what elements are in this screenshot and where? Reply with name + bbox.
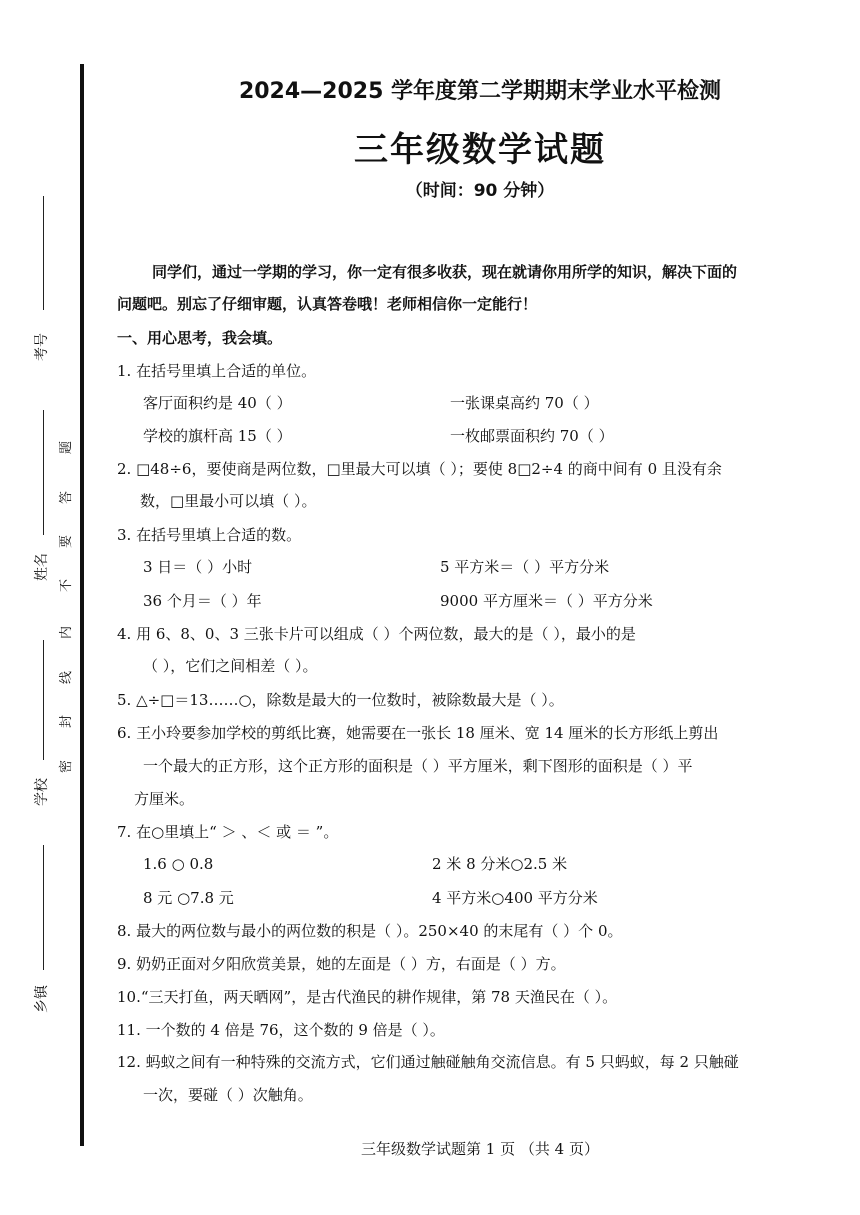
seal-char-3: 要 xyxy=(59,534,75,549)
q1-c: 学校的旗杆高 15（ ） xyxy=(143,427,292,445)
q4-line-1: 4. 用 6、8、0、3 三张卡片可以组成（ ）个两位数，最大的是（ ），最小的是 xyxy=(117,625,636,643)
xingming-label: 姓名 xyxy=(34,553,50,581)
q1-stem: 1. 在括号里填上合适的单位。 xyxy=(117,362,317,380)
q3-d: 9000 平方厘米＝（ ）平方分米 xyxy=(440,592,653,610)
q12-line-2: 一次，要碰（ ）次触角。 xyxy=(143,1086,313,1104)
xuexiao-label: 学校 xyxy=(34,778,50,806)
section-1-title: 一、用心思考，我会填。 xyxy=(117,329,283,347)
q1-a: 客厅面积约是 40（ ） xyxy=(143,394,292,412)
q10: 10.“三天打鱼，两天晒网”，是古代渔民的耕作规律，第 78 天渔民在（ ）。 xyxy=(117,988,618,1006)
q2-line-1: 2. □48÷6，要使商是两位数，□里最大可以填（ ）；要使 8□2÷4 的商中间有 0 且没有余 xyxy=(117,460,722,478)
page-footer: 三年级数学试题第 1 页 （共 4 页） xyxy=(361,1140,599,1158)
seal-char-2: 答 xyxy=(59,490,75,505)
seal-char-6: 线 xyxy=(59,670,75,685)
exam-subject-title: 三年级数学试题 xyxy=(354,130,606,170)
seal-char-5: 内 xyxy=(59,625,75,640)
intro-line-2: 问题吧。别忘了仔细审题，认真答卷哦！老师相信你一定能行！ xyxy=(117,295,538,313)
kaohao-underline xyxy=(43,196,44,310)
q6-line-2: 一个最大的正方形，这个正方形的面积是（ ）平方厘米，剩下图形的面积是（ ）平 xyxy=(143,757,693,775)
q7-d: 4 平方米○400 平方分米 xyxy=(432,889,598,907)
q8: 8. 最大的两位数与最小的两位数的积是（ ）。250×40 的末尾有（ ）个 0。 xyxy=(117,922,623,940)
q6-line-3: 方厘米。 xyxy=(134,790,195,808)
seal-char-7: 封 xyxy=(59,714,75,729)
seal-char-1: 题 xyxy=(59,440,75,455)
seal-char-4: 不 xyxy=(59,578,75,593)
q3-stem: 3. 在括号里填上合适的数。 xyxy=(117,526,302,544)
q3-c: 36 个月＝（ ）年 xyxy=(143,592,262,610)
seal-char-8: 密 xyxy=(59,759,75,774)
q11: 11. 一个数的 4 倍是 76，这个数的 9 倍是（ ）。 xyxy=(117,1021,445,1039)
exam-name: 2024—2025 学年度第二学期期末学业水平检测 xyxy=(238,79,722,104)
q2-line-2: 数，□里最小可以填（ ）。 xyxy=(140,492,317,510)
q9: 9. 奶奶正面对夕阳欣赏美景，她的左面是（ ）方，右面是（ ）方。 xyxy=(117,955,566,973)
q3-b: 5 平方米＝（ ）平方分米 xyxy=(440,558,610,576)
q1-b: 一张课桌高约 70（ ） xyxy=(450,394,599,412)
binding-line xyxy=(80,64,84,1146)
q4-line-2: （ ），它们之间相差（ ）。 xyxy=(143,657,318,675)
q7-c: 8 元 ○7.8 元 xyxy=(143,889,234,907)
q7-stem: 7. 在○里填上“ ＞ 、＜ 或 ＝ ”。 xyxy=(117,823,339,841)
exam-time: （时间：90 分钟） xyxy=(405,181,555,201)
xingming-underline xyxy=(43,410,44,535)
xiangzhen-label: 乡镇 xyxy=(34,985,50,1013)
q7-a: 1.6 ○ 0.8 xyxy=(143,855,214,873)
q3-a: 3 日＝（ ）小时 xyxy=(143,558,253,576)
q1-d: 一枚邮票面积约 70（ ） xyxy=(450,427,614,445)
intro-line-1: 同学们，通过一学期的学习，你一定有很多收获，现在就请你用所学的知识，解决下面的 xyxy=(152,263,738,281)
xuexiao-underline xyxy=(43,640,44,760)
q12-line-1: 12. 蚂蚁之间有一种特殊的交流方式，它们通过触碰触角交流信息。有 5 只蚂蚁，每 2 只触碰 xyxy=(117,1053,739,1071)
xiangzhen-underline xyxy=(43,845,44,970)
q6-line-1: 6. 王小玲要参加学校的剪纸比赛，她需要在一张长 18 厘米、宽 14 厘米的长方形纸上剪出 xyxy=(117,724,719,742)
q7-b: 2 米 8 分米○2.5 米 xyxy=(432,855,568,873)
kaohao-label: 考号 xyxy=(34,333,50,361)
q5: 5. △÷□＝13……○，除数是最大的一位数时，被除数最大是（ ）。 xyxy=(117,691,564,709)
